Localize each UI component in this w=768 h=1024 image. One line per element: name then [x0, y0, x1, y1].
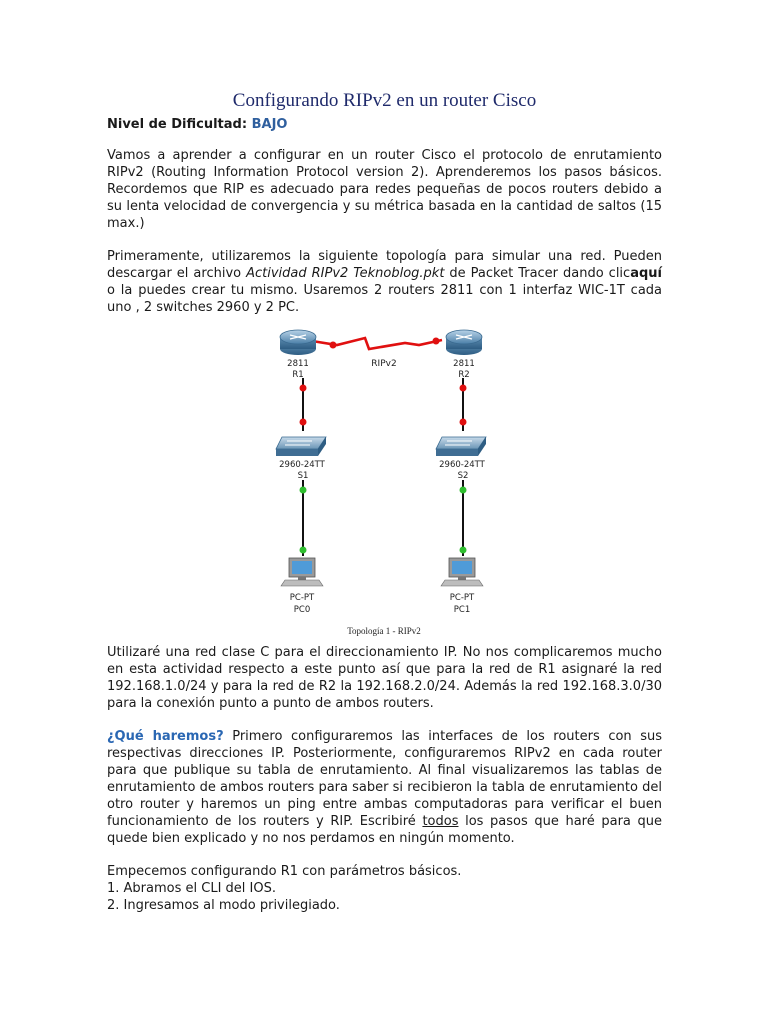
pc1-model: PC-PT — [449, 593, 475, 603]
pc0-name: PC0 — [293, 605, 311, 615]
link-endpoint-r2 — [433, 338, 440, 345]
topology-text-1: Primeramente, utilizaremos la siguiente topología para simular una red. Pueden descargar el archivo — [107, 249, 662, 281]
plan-paragraph — [107, 728, 662, 847]
figure-caption: Topología 1 - RIPv2 — [347, 626, 421, 636]
link-endpoint-r1 — [330, 342, 337, 349]
pc1-icon — [441, 558, 483, 586]
plan-underlined: todos — [422, 814, 459, 829]
step-item: 2. Ingresamos al modo privilegiado. — [107, 898, 340, 913]
document-page — [107, 90, 662, 914]
step-item: 1. Abramos el CLI del IOS. — [107, 881, 276, 896]
difficulty-level — [107, 116, 662, 133]
plan-heading: ¿Qué haremos? — [107, 729, 224, 744]
port-pc0 — [300, 547, 307, 554]
difficulty-value: BAJO — [251, 117, 288, 132]
intro-paragraph: Vamos a aprender a configurar en un router Cisco el protocolo de enrutamiento RIPv2 (Routing Information Protocol version 2). Aprenderemos los pasos básicos. Recordemos que RIP es adecuado para redes pequeñas de pocos routers debido a su lenta velocidad de convergencia y su métrica basada en la cantidad de saltos (15 max.) — [107, 148, 662, 231]
steps-section — [107, 863, 662, 914]
download-link[interactable]: aquí — [630, 266, 662, 281]
difficulty-label: Nivel de Dificultad: — [107, 117, 248, 132]
router-r2-model: 2811 — [453, 359, 475, 369]
topology-svg — [107, 316, 662, 638]
topology-text-2: de Packet Tracer dando clic — [444, 266, 631, 281]
plan-text-2: los pasos que haré para que quede bien explicado y no nos perdamos en ningún momento. — [107, 814, 662, 846]
router-r1-icon — [280, 330, 316, 355]
port-r2-down — [460, 385, 467, 392]
switch-s2-model: 2960-24TT — [439, 460, 485, 470]
switch-s1-model: 2960-24TT — [279, 460, 325, 470]
pc0-icon — [281, 558, 323, 586]
port-pc1 — [460, 547, 467, 554]
switch-s2-icon — [436, 437, 486, 456]
router-r1-model: 2811 — [287, 359, 309, 369]
pc0-model: PC-PT — [289, 593, 315, 603]
page-title: Configurando RIPv2 en un router Cisco — [232, 90, 537, 111]
router-r2-icon — [446, 330, 482, 355]
steps-intro: Empecemos configurando R1 con parámetros básicos. — [107, 864, 462, 879]
router-r2-name: R2 — [458, 370, 470, 380]
port-s2-down — [460, 487, 467, 494]
topology-text-3: o la puedes crear tu mismo. Usaremos 2 routers 2811 con 1 interfaz WIC-1T cada uno , 2 switches 2960 y 2 PC. — [107, 283, 662, 315]
topology-diagram — [107, 316, 662, 638]
port-s1-down — [300, 487, 307, 494]
addressing-paragraph: Utilizaré una red clase C para el direccionamiento IP. No nos complicaremos mucho en esta actividad respecto a este punto así que para la red de R1 asignaré la red 192.168.1.0/24 y para la red de R2 la 192.168.2.0/24. Además la red 192.168.3.0/30 para la conexión punto a punto de ambos routers. — [107, 645, 662, 711]
switch-s2-name: S2 — [457, 471, 469, 481]
port-r1-down — [300, 385, 307, 392]
port-s1-up — [300, 419, 307, 426]
pkt-file-name: Actividad RIPv2 Teknoblog.pkt — [246, 266, 445, 281]
plan-text-1: Primero configuraremos las interfaces de los routers con sus respectivas direcciones IP. Posteriormente, configuraremos RIPv2 en cada router para que publique su tabla de enrutamiento. Al final visualizaremos las tablas de enrutamiento de ambos routers para saber si recibieron la tabla de enrutamiento del otro router y haremos un ping entre ambas computadoras para verificar el buen funcionamiento de los routers y RIP. Escribiré — [107, 729, 663, 829]
switch-s1-name: S1 — [297, 471, 309, 481]
topology-paragraph — [107, 248, 662, 316]
switch-s1-icon — [276, 437, 326, 456]
link-label: RIPv2 — [371, 359, 397, 369]
router-r1-name: R1 — [292, 370, 304, 380]
port-s2-up — [460, 419, 467, 426]
pc1-name: PC1 — [453, 605, 471, 615]
